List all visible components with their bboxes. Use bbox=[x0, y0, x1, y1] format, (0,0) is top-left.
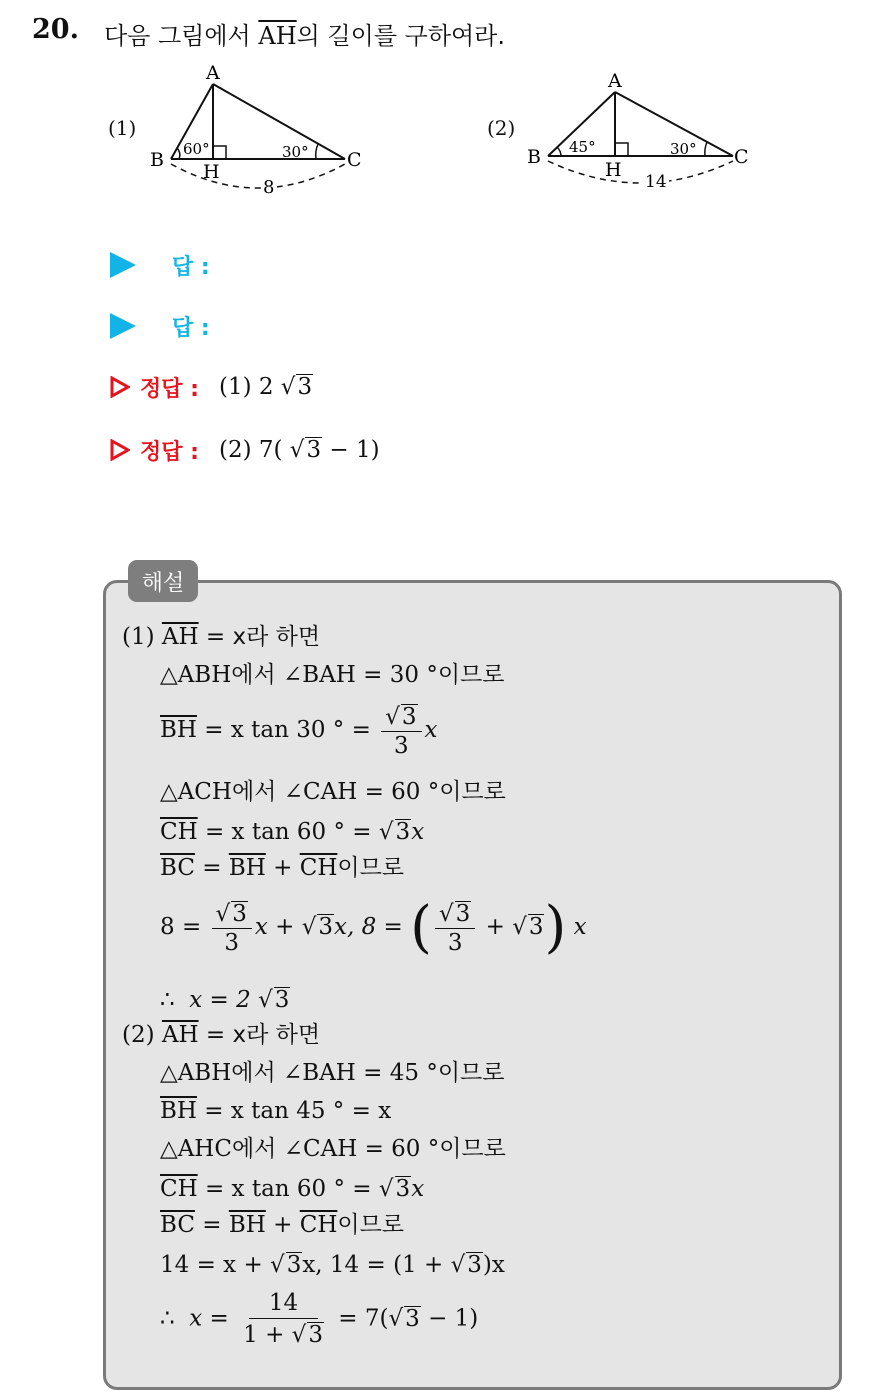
seg-bh: $\overline{BH}$ bbox=[160, 1098, 197, 1124]
figure-1-label: (1) bbox=[108, 116, 137, 140]
correct-label: 정답 : bbox=[140, 439, 199, 465]
sol2-line-ch: $\overline{CH} = x$ tan 60 ° = √3x bbox=[160, 1176, 425, 1202]
fig1-angle-c-arc bbox=[316, 144, 318, 159]
question-text-before: 다음 그림에서 bbox=[104, 22, 259, 50]
question-text-after: 의 길이를 구하여라. bbox=[296, 22, 505, 50]
radicand: 3 bbox=[286, 1252, 302, 1278]
fraction-sqrt3-over-3 bbox=[381, 704, 421, 758]
radicand: 3 bbox=[401, 704, 417, 730]
value-30: = 30 ° bbox=[355, 662, 438, 688]
fig1-base-dimension bbox=[171, 164, 345, 188]
radicand: 3 bbox=[318, 914, 333, 940]
sol1-line-let bbox=[122, 626, 320, 649]
fig1-side-ac bbox=[213, 84, 345, 159]
figure-2-triangle bbox=[527, 62, 757, 202]
fig2-base-label: 14 bbox=[645, 172, 667, 192]
solution-tag: 해설 bbox=[128, 560, 198, 602]
eq-ch-tan60: = x tan 60 ° = bbox=[197, 819, 379, 845]
sol2-line-bh bbox=[160, 1100, 391, 1123]
angle-cah: ∠CAH bbox=[283, 1136, 358, 1162]
imeuro-text: 이므로 bbox=[437, 1060, 505, 1086]
sol1-line-ch: $\overline{CH} = x$ tan 60 ° = √3x bbox=[160, 819, 425, 845]
correct-value-1: (1) 2 √3 bbox=[218, 374, 313, 400]
result-2-eq: = 7( bbox=[330, 1305, 389, 1332]
seg-bc: $\overline{BC}$ bbox=[160, 855, 195, 881]
figure-2-label: (2) bbox=[487, 116, 516, 140]
fig1-vertex-a: A bbox=[206, 62, 220, 84]
seg-bh: $\overline{BH}$ bbox=[228, 855, 266, 881]
sol1-line-angle2 bbox=[160, 781, 506, 804]
imeuro-text: 이므로 bbox=[437, 662, 505, 688]
play-icon bbox=[110, 252, 136, 278]
angle-cah: ∠CAH bbox=[283, 779, 358, 805]
radicand: 3 bbox=[308, 1322, 323, 1348]
fig2-vertex-a: A bbox=[608, 70, 622, 92]
play-icon bbox=[110, 313, 136, 339]
radicand: 3 bbox=[232, 900, 247, 927]
seg-ch: $\overline{CH}$ bbox=[299, 1212, 338, 1238]
sol1-line-eq8: 8 = $\frac{√3}{3}$ x + √3x, 8 = ( $\frac{√3}{3}$ + √3) x bbox=[160, 895, 587, 960]
denominator-text: 1 + bbox=[243, 1322, 292, 1348]
eseo-text: 에서 bbox=[231, 662, 276, 688]
seg-bc: $\overline{BC}$ bbox=[160, 1212, 195, 1238]
fig1-vertex-b: B bbox=[150, 149, 164, 171]
imeuro-text: 이므로 bbox=[439, 779, 506, 805]
sol2-line-let bbox=[122, 1024, 320, 1047]
fig2-angle-c-arc bbox=[705, 142, 707, 156]
plus-sign: + bbox=[265, 1212, 300, 1238]
frac-numerator: 14 bbox=[249, 1292, 318, 1319]
question-number: 20. bbox=[32, 14, 79, 45]
answer-label: 답 : bbox=[172, 315, 210, 341]
left-paren: ( bbox=[410, 895, 432, 960]
answer-row-1 bbox=[110, 248, 210, 282]
frac-denominator: 3 bbox=[394, 733, 409, 760]
imeuro-text: 이므로 bbox=[337, 855, 405, 881]
result-2-end: − 1) bbox=[420, 1305, 479, 1332]
seg-ch: $\overline{CH}$ bbox=[160, 819, 198, 845]
angle-bah: ∠BAH bbox=[283, 1060, 356, 1086]
correct-label: 정답 : bbox=[140, 376, 199, 402]
therefore-sign: ∴ bbox=[160, 1305, 175, 1332]
fig1-foot-h: H bbox=[203, 161, 220, 183]
plus-sign: + bbox=[478, 914, 513, 940]
correct-value-1-radicand: 3 bbox=[297, 374, 313, 400]
tri-ahc: △AHC bbox=[160, 1136, 232, 1162]
eq-bh-tan30: = x tan 30 ° = bbox=[196, 717, 379, 744]
eseo-text: 에서 bbox=[231, 1136, 277, 1162]
imeuro-text: 이므로 bbox=[439, 1136, 506, 1162]
fig2-vertex-c: C bbox=[734, 146, 749, 168]
correct-answer-row-1 bbox=[110, 369, 313, 405]
outline-play-icon bbox=[110, 439, 130, 461]
var-x: x bbox=[411, 1176, 425, 1202]
eseo-text: 에서 bbox=[231, 779, 277, 805]
frac-denominator: 3 bbox=[224, 930, 239, 957]
figure-1-triangle bbox=[150, 62, 380, 202]
tri-abh: △ABH bbox=[160, 662, 232, 688]
fig2-foot-h: H bbox=[605, 159, 622, 181]
sol2-label: (2) bbox=[122, 1022, 155, 1048]
therefore-sign: ∴ bbox=[160, 987, 175, 1013]
radicand: 3 bbox=[455, 900, 471, 927]
radicand: 3 bbox=[467, 1252, 482, 1278]
eq8-mid: x + bbox=[254, 914, 302, 940]
seg-ah: $\overline{AH}$ bbox=[161, 624, 199, 650]
correct-value-2-prefix: (2) 7( bbox=[218, 437, 283, 463]
value-45: = 45 ° bbox=[355, 1060, 438, 1086]
var-x: x bbox=[573, 914, 587, 940]
eq8-comma: x, 8 = bbox=[334, 914, 411, 940]
sol1-line-bc: $\overline{BC} = \overline{BH} + \overline{CH}$이므로 bbox=[160, 855, 405, 881]
var-x: x bbox=[424, 717, 438, 744]
result-1: x = 2 bbox=[189, 987, 251, 1013]
fig2-right-angle-mark bbox=[615, 143, 628, 156]
value-60: = 60 ° bbox=[357, 1136, 440, 1162]
fig2-vertex-b: B bbox=[527, 146, 541, 168]
frac-numerator: √3 bbox=[435, 901, 475, 929]
sol2-line-angle2 bbox=[160, 1138, 506, 1161]
var-x: x bbox=[411, 819, 425, 845]
answer-label: 답 : bbox=[172, 254, 210, 280]
frac-denominator: 3 bbox=[447, 930, 463, 957]
sol2-line-bc: $\overline{BC} = \overline{BH} + \overline{CH}$이므로 bbox=[160, 1212, 405, 1238]
frac-denominator: 1 + √3 bbox=[243, 1322, 323, 1348]
sol1-line-bh bbox=[160, 704, 437, 758]
radicand: 3 bbox=[395, 819, 411, 845]
value-60: = 60 ° bbox=[357, 779, 440, 805]
eq8-left: 8 = bbox=[160, 914, 209, 940]
right-paren: ) bbox=[544, 895, 567, 960]
tri-ach: △ACH bbox=[160, 779, 232, 805]
question-text bbox=[104, 16, 505, 51]
imeuro-text: 이므로 bbox=[337, 1212, 405, 1238]
radicand: 3 bbox=[395, 1176, 411, 1202]
let-x-text: = x라 하면 bbox=[198, 624, 321, 650]
sol2-line-angle bbox=[160, 1062, 505, 1085]
fig1-angle-b-label: 60° bbox=[183, 140, 210, 158]
sol2-line-result: ∴ x = $\frac{14}{1 + √3}$ = 7(√3 − 1) bbox=[160, 1290, 479, 1348]
eq-bh-tan45: = x tan 45 ° = x bbox=[196, 1098, 392, 1124]
fig1-vertex-c: C bbox=[347, 149, 362, 171]
fraction-sqrt3-over-3 bbox=[435, 901, 475, 955]
seg-bh: $\overline{BH}$ bbox=[228, 1212, 266, 1238]
angle-bah: ∠BAH bbox=[283, 662, 356, 688]
fig2-angle-c-label: 30° bbox=[670, 140, 697, 158]
frac-numerator: √3 bbox=[381, 704, 421, 732]
eseo-text: 에서 bbox=[231, 1060, 276, 1086]
seg-ch: $\overline{CH}$ bbox=[299, 855, 338, 881]
fig1-right-angle-mark bbox=[213, 146, 226, 159]
fig1-angle-c-label: 30° bbox=[282, 143, 309, 161]
radicand: 3 bbox=[528, 914, 544, 940]
eq14-mid: x, 14 = (1 + bbox=[302, 1252, 451, 1278]
correct-value-2: (2) 7( √3 − 1) bbox=[218, 437, 380, 463]
fig1-angle-b-arc bbox=[177, 148, 180, 159]
fig1-base-label: 8 bbox=[263, 177, 275, 198]
eq14-end: )x bbox=[482, 1252, 505, 1278]
sol1-line-angle bbox=[160, 664, 505, 687]
tri-abh: △ABH bbox=[160, 1060, 232, 1086]
correct-value-2-suffix: − 1) bbox=[322, 437, 380, 463]
fig2-angle-b-arc bbox=[557, 147, 561, 156]
correct-value-2-radicand: 3 bbox=[306, 437, 322, 463]
radicand: 3 bbox=[274, 987, 290, 1013]
sol1-label: (1) bbox=[122, 624, 155, 650]
seg-bh: $\overline{BH}$ bbox=[160, 717, 197, 744]
seg-ah: $\overline{AH}$ bbox=[161, 1022, 199, 1048]
sol2-line-eq14: 14 = x + √3x, 14 = (1 + √3)x bbox=[160, 1252, 505, 1278]
sol1-line-result: ∴ x = 2 √3 bbox=[160, 987, 290, 1013]
eq14-left: 14 = x + bbox=[160, 1252, 271, 1278]
correct-answer-row-2 bbox=[110, 432, 380, 468]
fraction-14-over-1-plus-sqrt3 bbox=[239, 1292, 328, 1347]
fig2-base-dimension bbox=[548, 161, 733, 183]
result-2-left: x = bbox=[189, 1305, 237, 1332]
seg-ch: $\overline{CH}$ bbox=[160, 1176, 198, 1202]
let-x-text: = x라 하면 bbox=[198, 1022, 321, 1048]
eq-ch-tan60: = x tan 60 ° = bbox=[197, 1176, 379, 1202]
segment-ah: $\overline{AH}$ bbox=[258, 22, 297, 50]
fig2-angle-b-label: 45° bbox=[569, 138, 596, 156]
outline-play-icon bbox=[110, 376, 130, 398]
plus-sign: + bbox=[265, 855, 300, 881]
radicand: 3 bbox=[405, 1305, 420, 1332]
frac-numerator: √3 bbox=[212, 901, 252, 929]
answer-row-2 bbox=[110, 309, 210, 343]
correct-value-1-prefix: (1) 2 bbox=[218, 374, 274, 400]
fraction-sqrt3-over-3 bbox=[212, 901, 252, 955]
